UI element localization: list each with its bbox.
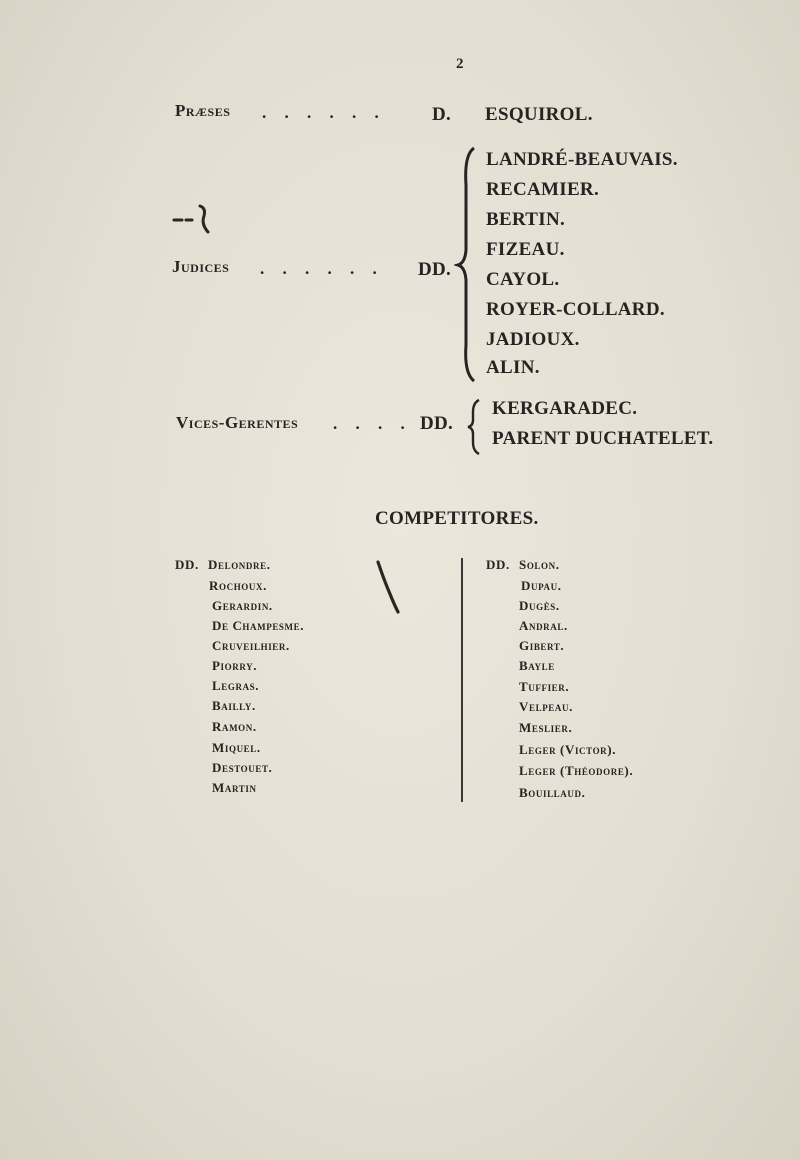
vices-gerentes-title: DD. bbox=[420, 413, 454, 434]
competitor-name: Andral. bbox=[519, 618, 568, 633]
judge-name: BERTIN. bbox=[486, 209, 566, 230]
competitor-name: Solon. bbox=[519, 557, 560, 572]
judge-name: FIZEAU. bbox=[486, 239, 565, 260]
judge-name: ALIN. bbox=[486, 357, 540, 378]
competitor-name: Rochoux. bbox=[209, 578, 267, 593]
competitor-name: Leger (Théodore). bbox=[519, 763, 634, 778]
competitor-name: Ramon. bbox=[212, 719, 257, 734]
praeses-title: D. bbox=[432, 104, 452, 125]
right-prefix: DD. bbox=[486, 557, 510, 572]
competitor-name: Gibert. bbox=[519, 638, 565, 653]
page-number: 2 bbox=[456, 56, 464, 72]
judices-brace bbox=[454, 145, 480, 385]
competitor-name: Cruveilhier. bbox=[212, 638, 290, 653]
competitor-name: Gerardin. bbox=[212, 598, 273, 613]
competitor-name: Tuffier. bbox=[519, 679, 570, 694]
competitor-name: Dupau. bbox=[521, 578, 562, 593]
competitor-name: Delondre. bbox=[208, 557, 271, 572]
competitor-name: Bailly. bbox=[212, 698, 256, 713]
praeses-name: ESQUIROL. bbox=[485, 104, 593, 125]
judge-name: LANDRÉ-BEAUVAIS. bbox=[486, 149, 678, 170]
vices-gerentes-dots: . . . . bbox=[333, 414, 412, 433]
competitor-name: Meslier. bbox=[519, 720, 573, 735]
judge-name: JADIOUX. bbox=[486, 329, 580, 350]
handwritten-mark bbox=[370, 558, 410, 618]
competitores-heading: COMPETITORES. bbox=[375, 508, 539, 529]
competitor-name: Bouillaud. bbox=[519, 785, 586, 800]
competitor-name: Dugès. bbox=[519, 598, 560, 613]
column-divider bbox=[461, 558, 463, 802]
competitor-name: Leger (Victor). bbox=[519, 742, 617, 757]
vices-gerentes-label: Vices-Gerentes bbox=[176, 413, 299, 432]
judge-name: CAYOL. bbox=[486, 269, 560, 290]
vices-gerentes-brace bbox=[465, 398, 483, 456]
praeses-label: Præses bbox=[175, 101, 231, 120]
judices-title: DD. bbox=[418, 259, 452, 280]
judge-name: ROYER-COLLARD. bbox=[486, 299, 665, 320]
competitor-name: Bayle bbox=[519, 658, 555, 673]
praeses-dots: . . . . . . bbox=[262, 103, 386, 122]
competitor-name: De Champesme. bbox=[212, 618, 305, 633]
competitor-name: Miquel. bbox=[212, 740, 261, 755]
competitor-name: Piorry. bbox=[212, 658, 258, 673]
competitor-name: Martin bbox=[212, 780, 257, 795]
competitor-name: Legras. bbox=[212, 678, 260, 693]
judge-name: RECAMIER. bbox=[486, 179, 600, 200]
competitor-name: Velpeau. bbox=[519, 699, 573, 714]
handwritten-mark bbox=[168, 198, 218, 240]
judices-dots: . . . . . . bbox=[260, 259, 384, 278]
judices-label: Judices bbox=[172, 257, 230, 276]
vice-gerens-name: PARENT DUCHATELET. bbox=[492, 428, 714, 449]
left-prefix: DD. bbox=[175, 557, 199, 572]
vice-gerens-name: KERGARADEC. bbox=[492, 398, 638, 419]
competitor-name: Destouet. bbox=[212, 760, 273, 775]
